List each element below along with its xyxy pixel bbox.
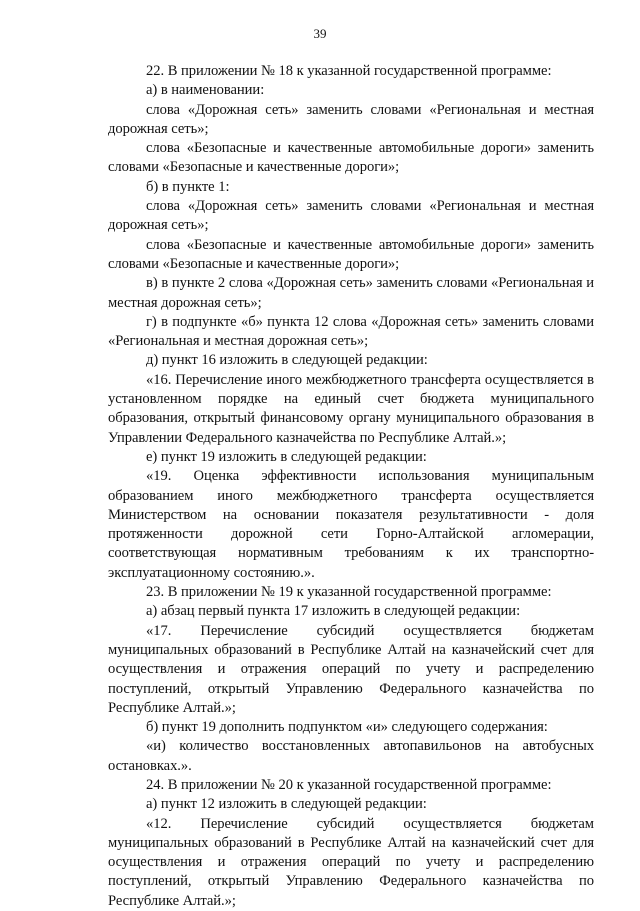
paragraph-24-a: а) пункт 12 изложить в следующей редакции: xyxy=(146,796,427,813)
paragraph-22-a: а) в наименовании: xyxy=(146,82,265,99)
page-number: 39 xyxy=(313,26,327,41)
paragraph-22-e-text: «19. Оценка эффективности использования муниципальным образованием иного межбюджетного трансферта осуществляется Министерством на основании показателя результативности - доля протяженности дорожной сети Горно-Алтайской агломерации, соответствующая нормативным требованиям к их транспортно-эксплуатационному состоянию.». xyxy=(108,468,594,581)
paragraph-24-a-text: «12. Перечисление субсидий осуществляется бюджетам муниципальных образований в Республике Алтай на казначейский счет для осуществления и отражения операций по учету и распределению поступлений, открытый Управлению Федерального казначейства по Республике Алтай.»; xyxy=(108,815,594,909)
paragraph-24: 24. В приложении № 20 к указанной государственной программе: xyxy=(146,776,552,793)
paragraph-22-v: в) в пункте 2 слова «Дорожная сеть» заменить словами «Региональная и местная дорожная сеть»; xyxy=(108,275,594,311)
paragraph-22-b-1: слова «Дорожная сеть» заменить словами «Региональная и местная дорожная сеть»; xyxy=(108,198,594,234)
paragraph-22-d-text: «16. Перечисление иного межбюджетного трансферта осуществляется в установленном порядке на единый счет бюджета муниципального образования, открытый финансовому органу муниципального образования в Управлении Федерального казначейства по Республике Алтай.»; xyxy=(108,371,594,446)
paragraph-23: 23. В приложении № 19 к указанной государственной программе: xyxy=(146,584,552,601)
paragraph-22-a-1: слова «Дорожная сеть» заменить словами «Региональная и местная дорожная сеть»; xyxy=(108,101,594,137)
paragraph-22-b-2: слова «Безопасные и качественные автомобильные дороги» заменить словами «Безопасные и качественные дороги»; xyxy=(108,236,594,272)
paragraph-22-e: е) пункт 19 изложить в следующей редакции: xyxy=(146,448,427,465)
paragraph-23-b-text: «и) количество восстановленных автопавильонов на автобусных остановках.». xyxy=(108,738,594,774)
paragraph-22-a-2: слова «Безопасные и качественные автомобильные дороги» заменить словами «Безопасные и качественные дороги»; xyxy=(108,140,594,176)
paragraph-23-b: б) пункт 19 дополнить подпунктом «и» следующего содержания: xyxy=(146,719,548,736)
document-body xyxy=(108,62,594,911)
paragraph-22-b: б) в пункте 1: xyxy=(146,178,230,195)
paragraph-23-a-text: «17. Перечисление субсидий осуществляется бюджетам муниципальных образований в Республике Алтай на казначейский счет для осуществления и отражения операций по учету и распределению поступлений, открытый Управлению Федерального казначейства по Республике Алтай.»; xyxy=(108,622,594,716)
paragraph-22: 22. В приложении № 18 к указанной государственной программе: xyxy=(146,63,552,79)
paragraph-22-d: д) пункт 16 изложить в следующей редакции: xyxy=(146,352,428,369)
paragraph-22-g: г) в подпункте «б» пункта 12 слова «Дорожная сеть» заменить словами «Региональная и местная дорожная сеть»; xyxy=(108,313,594,350)
paragraph-23-a: а) абзац первый пункта 17 изложить в следующей редакции: xyxy=(146,603,521,620)
